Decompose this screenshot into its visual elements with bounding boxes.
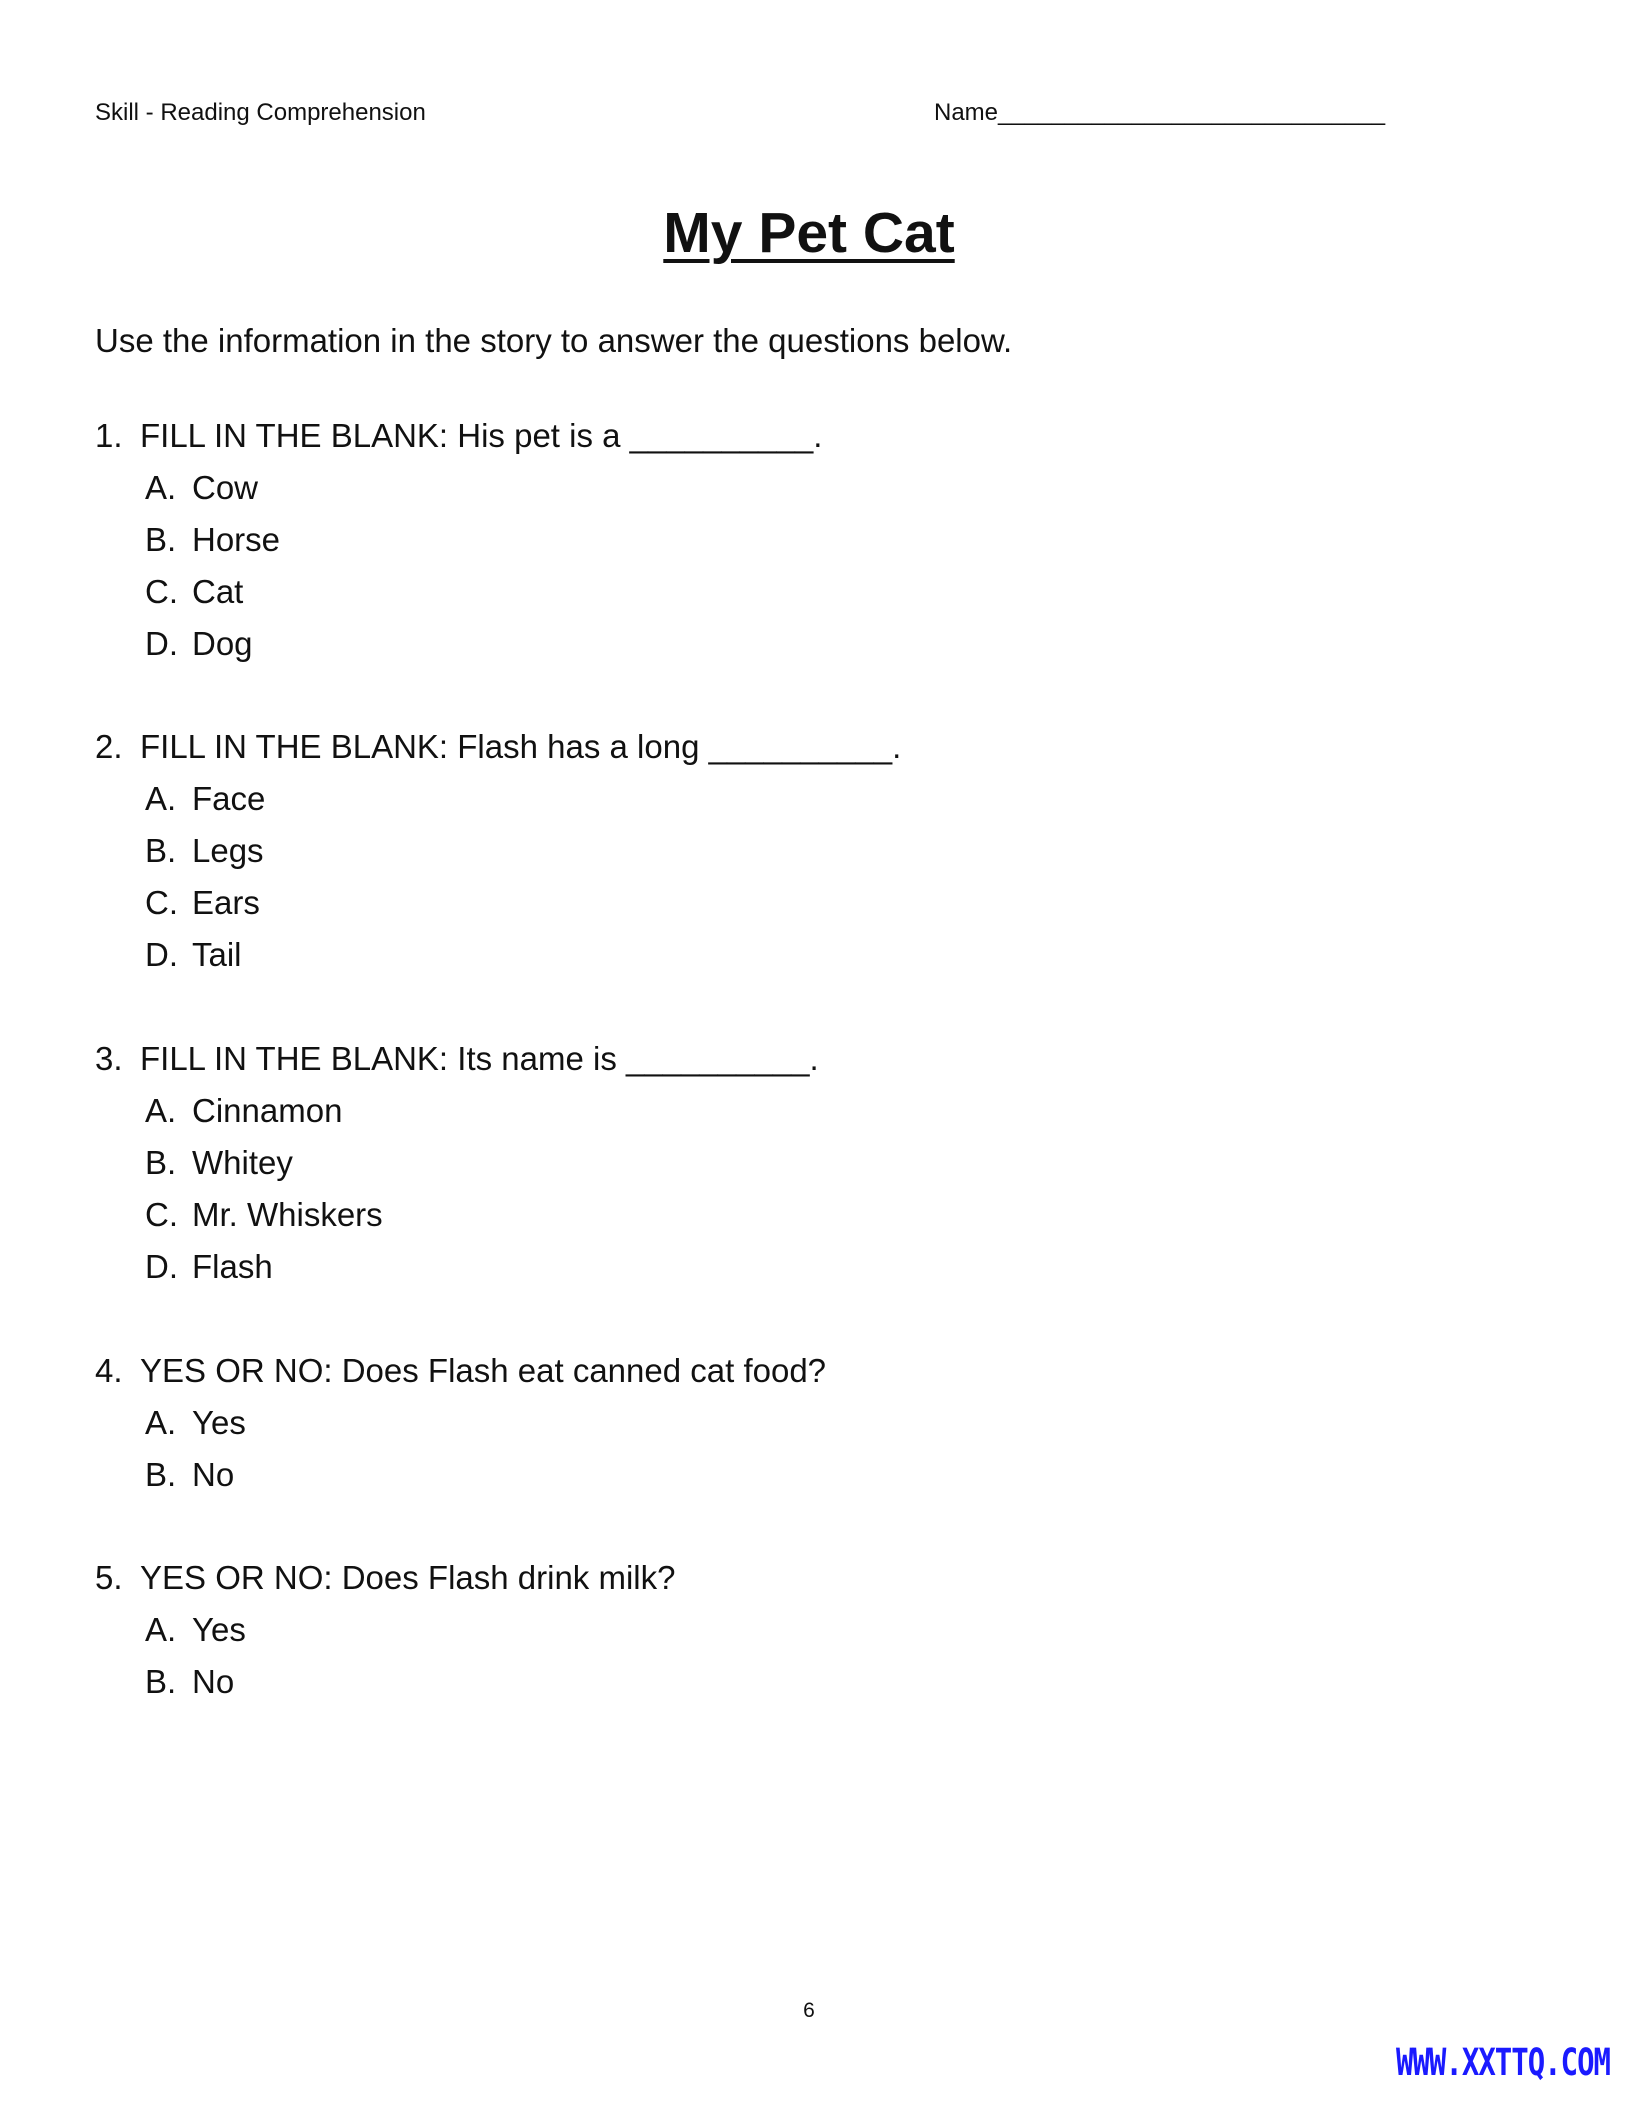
option-text: Yes: [192, 1404, 246, 1441]
option-text: Whitey: [192, 1144, 293, 1181]
option-c: [145, 572, 1495, 624]
option-letter: A.: [145, 780, 177, 817]
option-c: [145, 1195, 1495, 1247]
option-letter: C.: [145, 884, 178, 921]
option-text: Ears: [192, 884, 260, 921]
question-4-prompt: [95, 1351, 1495, 1391]
option-text: Cinnamon: [192, 1092, 343, 1129]
option-b: [145, 520, 1495, 572]
option-letter: B.: [145, 521, 177, 558]
option-b: [145, 831, 1495, 883]
option-a: [145, 779, 1495, 831]
question-number: 5.: [95, 1559, 123, 1596]
option-a: [145, 1091, 1495, 1143]
option-text: Tail: [192, 936, 242, 973]
option-text: No: [192, 1456, 235, 1493]
question-5-options: [145, 1610, 1495, 1714]
question-text: FILL IN THE BLANK: Its name is __________.: [140, 1040, 819, 1077]
question-3-options: [145, 1091, 1495, 1299]
question-4: [95, 1351, 1495, 1507]
question-number: 4.: [95, 1352, 123, 1389]
option-text: Horse: [192, 521, 281, 558]
option-letter: A.: [145, 469, 177, 506]
option-text: Legs: [192, 832, 264, 869]
question-4-options: [145, 1403, 1495, 1507]
question-5-prompt: [95, 1558, 1495, 1598]
option-text: Dog: [192, 625, 253, 662]
option-letter: C.: [145, 573, 178, 610]
skill-label: Skill - Reading Comprehension: [95, 99, 426, 126]
question-number: 2.: [95, 728, 123, 765]
question-1-options: [145, 468, 1495, 676]
option-a: [145, 1610, 1495, 1662]
option-b: [145, 1455, 1495, 1507]
question-2-options: [145, 779, 1495, 987]
option-letter: A.: [145, 1092, 177, 1129]
question-text: FILL IN THE BLANK: His pet is a __________.: [140, 417, 823, 454]
option-letter: B.: [145, 832, 177, 869]
option-letter: D.: [145, 625, 178, 662]
option-letter: B.: [145, 1144, 177, 1181]
option-b: [145, 1143, 1495, 1195]
option-a: [145, 468, 1495, 520]
question-text: YES OR NO: Does Flash eat canned cat food?: [140, 1352, 827, 1389]
question-1: [95, 416, 1495, 676]
question-2: [95, 727, 1495, 987]
question-3-prompt: [95, 1039, 1495, 1079]
question-1-prompt: [95, 416, 1495, 456]
option-d: [145, 1247, 1495, 1299]
option-text: Mr. Whiskers: [192, 1196, 383, 1233]
question-text: YES OR NO: Does Flash drink milk?: [140, 1559, 676, 1596]
page-number: 6: [803, 1999, 815, 2022]
option-b: [145, 1662, 1495, 1714]
option-letter: B.: [145, 1663, 177, 1700]
option-letter: A.: [145, 1404, 177, 1441]
option-letter: D.: [145, 1248, 178, 1285]
option-d: [145, 624, 1495, 676]
watermark-link[interactable]: WWW.XXTTQ.COM: [1396, 2039, 1610, 2084]
question-number: 1.: [95, 417, 123, 454]
page-title: My Pet Cat: [663, 201, 955, 265]
instructions-text: Use the information in the story to answer the questions below.: [95, 322, 1013, 359]
name-field-label: Name_____________________________: [934, 99, 1386, 126]
question-2-prompt: [95, 727, 1495, 767]
question-text: FILL IN THE BLANK: Flash has a long __________.: [140, 728, 902, 765]
option-text: Cow: [192, 469, 259, 506]
question-5: [95, 1558, 1495, 1714]
option-text: Face: [192, 780, 266, 817]
question-number: 3.: [95, 1040, 123, 1077]
option-text: Yes: [192, 1611, 246, 1648]
option-c: [145, 883, 1495, 935]
option-a: [145, 1403, 1495, 1455]
option-letter: D.: [145, 936, 178, 973]
option-d: [145, 935, 1495, 987]
option-letter: B.: [145, 1456, 177, 1493]
option-text: Cat: [192, 573, 244, 610]
question-3: [95, 1039, 1495, 1299]
option-text: Flash: [192, 1248, 273, 1285]
option-text: No: [192, 1663, 235, 1700]
option-letter: C.: [145, 1196, 178, 1233]
option-letter: A.: [145, 1611, 177, 1648]
